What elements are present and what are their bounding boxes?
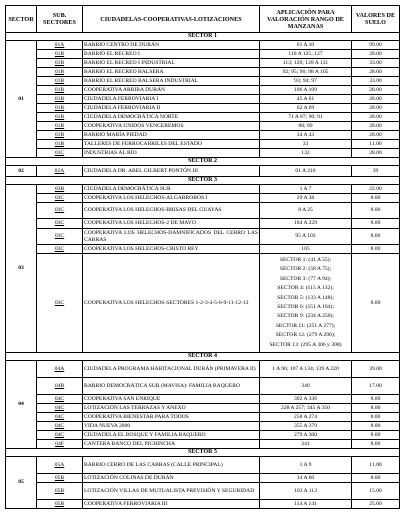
manzana-range: 184 A 229 (260, 219, 352, 229)
table-row (6, 440, 400, 449)
manzana-range: 92; 95; 96; 98 A 105 (260, 68, 352, 77)
land-value: 8.00 (352, 413, 400, 422)
sub-sector-code: 03C (37, 245, 83, 254)
location-name: CIUDADELA PROGRAMA HABITACIONAL DURÁN (PRIMAVERA II) (83, 361, 260, 378)
location-name: BARRIO CERRO DE LAS CABRAS (CALLE PRINCIPAL) (83, 457, 260, 474)
sector-code: 04 (6, 361, 37, 449)
sub-sector-code: 01B (37, 140, 83, 149)
sub-sector-code: 04F (37, 440, 83, 449)
section-title-row (6, 33, 400, 41)
manzana-range: 71 A 87; 90; 91 (260, 113, 352, 122)
table-body (6, 33, 400, 509)
table-row (6, 140, 400, 149)
sub-sector-code: 05B (37, 500, 83, 509)
table-row (6, 378, 400, 395)
table-row (6, 474, 400, 483)
header-aplicacion: APLICACIÓN PARA VALORACIÓN RANGO DE MANZANAS (260, 6, 352, 33)
location-name: CIUDADELA FERROVIARIA II (83, 104, 260, 113)
manzana-range: 33 (260, 140, 352, 149)
location-name: COOPERATIVA LOS HELECHOS-CRISTO REY (83, 245, 260, 254)
sub-sector-code: 01B (37, 50, 83, 59)
manzana-range: 105 (260, 245, 352, 254)
manzana-range: 1 A 96; 107 A 134; 139 A 220 (260, 361, 352, 378)
manzana-range-line: SECTOR 12: (279 A 290); (275, 332, 336, 339)
location-name: BARRIO CENTRO DE DURÁN (83, 41, 260, 50)
manzana-range-line: SECTOR 13: (295 A 306 y 308) (269, 341, 342, 348)
location-name: INDUSTRIAS AL RÍO (83, 149, 260, 158)
land-value: 28.00 (352, 131, 400, 140)
section-title-row (6, 158, 400, 166)
document-page (5, 5, 399, 509)
manzana-range: 341 (260, 440, 352, 449)
sub-sector-code: 01B (37, 131, 83, 140)
manzana-range: 279 A 300 (260, 431, 352, 440)
manzana-range: 106 A 109 (260, 86, 352, 95)
sub-sector-code: 04C (37, 413, 83, 422)
manzana-range: 103 A 113 (260, 483, 352, 500)
location-name: LOTIZACIÓN LAS TERRAZAS Y ANEXO (83, 404, 260, 413)
land-value: 39.00 (352, 361, 400, 378)
sub-sector-code: 04B (37, 378, 83, 395)
location-name: BARRIO EL RECREO I INDUSTRIAL (83, 59, 260, 68)
sub-sector-code: 01C (37, 149, 83, 158)
land-value: 25.00 (352, 500, 400, 509)
land-value: 8.00 (352, 194, 400, 203)
table-row (6, 361, 400, 378)
sub-sector-code: 02A (37, 166, 83, 177)
sub-sector-code: 04A (37, 361, 83, 378)
manzana-range: 1 A 9 (260, 457, 352, 474)
land-value: 8.00 (352, 422, 400, 431)
location-name: BARRIO DEMOCRÁTICA SUR (MAVISA): FAMILIA BAQUERO (83, 378, 260, 395)
manzana-range-line: SECTOR 4: (115 A 132); (277, 285, 334, 292)
manzana-range-line: SECTOR 2: (58 A 75); (279, 266, 332, 273)
land-value: 28.00 (352, 104, 400, 113)
location-name: LOTIZACIÓN COLINAS DE DURÁN (83, 474, 260, 483)
location-name: CIUDADELA DEMOCRÁTICA NORTE (83, 113, 260, 122)
sub-sector-code: 03C (37, 254, 83, 353)
location-name: COOPERATIVA BIENESTAR PARA TODOS (83, 413, 260, 422)
location-name: COOPERATIVA LOS HELECHOS-2 DE MAYO (83, 219, 260, 229)
land-value: 28.00 (352, 122, 400, 131)
table-row (6, 245, 400, 254)
land-value: 99.00 (352, 41, 400, 50)
manzana-range: 228 A 257; 345 A 350 (260, 404, 352, 413)
manzana-range: 29 A 38 (260, 194, 352, 203)
manzana-range-line: SECTOR 1: (41 A 55); (279, 256, 332, 263)
sub-sector-code: 01B (37, 104, 83, 113)
table-row (6, 413, 400, 422)
manzana-range: 93; 94; 97 (260, 77, 352, 86)
section-title: SECTOR 5 (6, 449, 400, 457)
manzana-range: 1 A 7 (260, 185, 352, 194)
land-value: 8.00 (352, 219, 400, 229)
table-row (6, 86, 400, 95)
sub-sector-code: 05B (37, 474, 83, 483)
land-value: 8.00 (352, 395, 400, 404)
table-row (6, 166, 400, 177)
manzana-range-line: SECTOR 6: (151 A 164); (277, 304, 334, 310)
sub-sector-code: 04C (37, 422, 83, 431)
manzana-range: 110 A 125; 127 (260, 50, 352, 59)
manzana-range: 8 A 25 (260, 203, 352, 219)
sub-sector-code: 03C (37, 229, 83, 245)
table-row (6, 395, 400, 404)
land-value: 15.00 (352, 483, 400, 500)
table-row (6, 68, 400, 77)
manzana-range: 114 A 141 (260, 500, 352, 509)
location-name: LOTIZACIÓN VILLAS DE MUTUALISTA PREVISIÓN Y SEGURIDAD (83, 483, 260, 500)
sub-sector-code: 04C (37, 431, 83, 440)
sector-code: 05 (6, 457, 37, 509)
location-name: BARRIO EL RECREO BALSERA (83, 68, 260, 77)
table-row (6, 104, 400, 113)
land-value: 8.00 (352, 474, 400, 483)
table-row (6, 95, 400, 104)
sub-sector-code: 04C (37, 404, 83, 413)
location-name: TALLERES DE FERROCARRILES DEL ESTADO (83, 140, 260, 149)
location-name: COOPERATIVA LOS HELECHOS-BRISAS DEL GUAYAS (83, 203, 260, 219)
location-name: CANTERA BANCO DEL PICHINCHA (83, 440, 260, 449)
location-name: COOPERATIVA LOS HELECHOS-DAMNIFICADOS DEL CERRO LAS CABRAS (84, 230, 258, 243)
location-name: COOPERATIVA UNIDOS VENCEREMOS (83, 122, 260, 131)
land-value: 28.00 (352, 50, 400, 59)
manzana-range-line: SECTOR 3: (77 A 94); (279, 275, 332, 282)
land-value: 28.00 (352, 113, 400, 122)
location-name: VIDA NUEVA 2000 (83, 422, 260, 431)
sub-sector-code: 05B (37, 483, 83, 500)
land-value: 8.00 (352, 229, 400, 245)
land-value: 28.00 (352, 86, 400, 95)
land-value: 28.00 (352, 95, 400, 104)
land-value: 11.00 (352, 140, 400, 149)
manzana-range: 355 A 379 (260, 422, 352, 431)
section-title: SECTOR 4 (6, 353, 400, 361)
land-values-table (5, 5, 400, 509)
manzana-range-line: SECTOR 11: (251 A 277); (275, 322, 336, 329)
land-value: 8.00 (352, 245, 400, 254)
sub-sector-code: 03C (37, 194, 83, 203)
manzana-range: 01 A 30 (260, 41, 352, 50)
sub-sector-code: 03C (37, 203, 83, 219)
sub-sector-code: 01B (37, 68, 83, 77)
manzana-range: 34 A 43 (260, 131, 352, 140)
sector-code: 03 (6, 185, 37, 353)
manzana-range-line: SECTOR 5: (133 A 148); (277, 294, 334, 301)
location-name: BARRIO EL RECREO I (83, 50, 260, 59)
header-valores: VALORES DE SUELO (352, 6, 400, 33)
land-value: 8.00 (352, 440, 400, 449)
table-row (6, 77, 400, 86)
land-value: 8.00 (352, 203, 400, 219)
location-name: COOPERATIVA LOS HELECHOS-ALGARROBOS I (83, 194, 260, 203)
section-title: SECTOR 2 (6, 158, 400, 166)
manzana-range: 01 A 210 (260, 166, 352, 177)
header-sub-sectores: SUB. SECTORES (37, 6, 83, 33)
manzana-range: 132 (260, 149, 352, 158)
manzana-range: 113; 126; 128 A 131 (260, 59, 352, 68)
location-name: BARRIO MARÍA PIEDAD (83, 131, 260, 140)
table-row (6, 500, 400, 509)
header-ciudadelas: CIUDADELAS-COOPERATIVAS-LOTIZACIONES (83, 6, 260, 33)
sub-sector-code: 03B (37, 185, 83, 194)
manzana-range: 45 A 61 (260, 95, 352, 104)
manzana-range: 258 A 274 (260, 413, 352, 422)
sub-sector-code: 04C (37, 395, 83, 404)
manzana-range: 62 A 69 (260, 104, 352, 113)
table-row (6, 50, 400, 59)
table-row (6, 483, 400, 500)
sub-sector-code: 01A (37, 41, 83, 50)
land-value: 8.00 (352, 431, 400, 440)
land-value: 33.00 (352, 59, 400, 68)
manzana-range: 340 (260, 378, 352, 395)
sub-sector-code: 01B (37, 95, 83, 104)
manzana-range: 88; 89 (260, 122, 352, 131)
sub-sector-code: 01B (37, 113, 83, 122)
table-row (6, 422, 400, 431)
header-row (6, 6, 400, 33)
land-value: 22.00 (352, 185, 400, 194)
land-value: 28.00 (352, 149, 400, 158)
location-name: CIUDADELA DR. ABEL GILBERT PONTÓN III (83, 166, 260, 177)
table-row (6, 404, 400, 413)
land-value: 11.00 (352, 457, 400, 474)
section-title-row (6, 353, 400, 361)
land-value: 8.00 (352, 254, 400, 353)
sub-sector-code: 01B (37, 86, 83, 95)
location-name: COOPERATIVA LOS HELECHOS-SECTORES 1-2-3-4-5-6-9-11-12-13 (83, 254, 260, 353)
manzana-range: 302 A 336 (260, 395, 352, 404)
header-sector: SECTOR (6, 6, 37, 33)
table-row (6, 185, 400, 194)
table-row (6, 254, 400, 353)
section-title: SECTOR 1 (6, 33, 400, 41)
sector-code: 01 (6, 41, 37, 158)
manzana-range: 95 A 103 (260, 229, 352, 245)
location-name: CIUDADELA EL BOSQUE Y FAMILIA BAQUERO (83, 431, 260, 440)
table-row (6, 113, 400, 122)
table-row (6, 122, 400, 131)
manzana-range (260, 254, 352, 353)
table-row (6, 59, 400, 68)
section-title-row (6, 449, 400, 457)
manzana-range: 34 A 60 (260, 474, 352, 483)
land-value: 39 (352, 166, 400, 177)
table-row (6, 219, 400, 229)
table-row (6, 194, 400, 203)
table-row (6, 203, 400, 219)
table-row (6, 431, 400, 440)
table-row (6, 229, 400, 245)
section-title-row (6, 177, 400, 185)
land-value: 33.00 (352, 77, 400, 86)
manzana-range-line: SECTOR 9: (234 A 250); (277, 313, 334, 320)
table-row (6, 131, 400, 140)
sub-sector-code: 01B (37, 122, 83, 131)
sub-sector-code: 01B (37, 59, 83, 68)
table-row (6, 41, 400, 50)
land-value: 17.00 (352, 378, 400, 395)
location-name: COOPERATIVA ARRIBA DURÁN (83, 86, 260, 95)
location-name: CIUDADELA FERROVIARIA I (83, 95, 260, 104)
location-name: BARRIO EL RECREO BALSERA INDUSTRIAL (83, 77, 260, 86)
location-name: CIUDADELA DEMOCRÁTICA SUR (83, 185, 260, 194)
sub-sector-code: 05A (37, 457, 83, 474)
section-title: SECTOR 3 (6, 177, 400, 185)
sector-code: 02 (6, 166, 37, 177)
land-value: 28.00 (352, 68, 400, 77)
location-name: COOPERATIVA SAN ENRIQUE (83, 395, 260, 404)
land-value: 8.00 (352, 404, 400, 413)
table-row (6, 149, 400, 158)
sub-sector-code: 01B (37, 77, 83, 86)
sub-sector-code: 03C (37, 219, 83, 229)
table-row (6, 457, 400, 474)
location-name: COOPERATIVA FERROVIARIA III (83, 500, 260, 509)
